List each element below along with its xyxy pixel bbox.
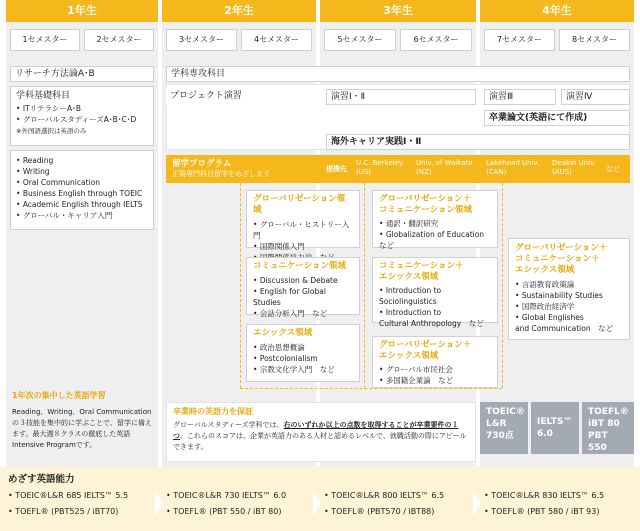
graduation-english-box [166, 402, 476, 462]
area-item: • Postcolonialism [253, 354, 318, 363]
arrow-icon [473, 490, 481, 516]
year-header-2: 2年生 [162, 0, 316, 22]
area-item: • 会話分析入門 など [253, 309, 328, 318]
partner-waikato: Univ. of Waikato (NZ) [416, 159, 473, 176]
basic-subjects-box [10, 86, 154, 146]
area-item: • Sustainability Studies [515, 291, 603, 300]
seminar-3: 演習Ⅲ [484, 89, 556, 105]
partner-lakehead: Lakehead Univ. (CAN) [486, 159, 540, 176]
goals-year2: • TOEIC®L&R 730 IELTS™ 6.0 • TOEFL® (PBT 550 / iBT 80) [166, 491, 287, 516]
english-course-item: • Oral Communication [16, 178, 100, 187]
area-all-three [508, 238, 630, 340]
area-item: • 言語教育政策論 [515, 280, 575, 289]
overseas-career-practice: 海外キャリア実践Ⅰ・Ⅱ [326, 134, 630, 150]
semester-7: 7セメスター [484, 29, 555, 51]
area-communication-ethics [372, 257, 498, 328]
area-item: • 通訳・翻訳研究 [379, 219, 439, 228]
area-item: • Introduction to Sociolinguistics [379, 286, 442, 306]
connector [240, 388, 502, 389]
basic-subjects-title: 学科基礎科目 [16, 91, 71, 101]
basic-note: ※外国語選択は英語のみ [16, 127, 87, 135]
semester-5: 5セメスター [324, 29, 396, 51]
project-seminar: プロジェクト演習 [166, 89, 316, 105]
seminar-1-2: 演習Ⅰ・Ⅱ [326, 89, 476, 105]
area-item: • English for Global Studies [253, 287, 326, 307]
year-header-4: 4年生 [480, 0, 634, 22]
area-title: コミュニケーション領域 [253, 261, 346, 271]
partners-label: 提携先 [326, 165, 347, 173]
score-toeic: TOEIC® L&R 730点 [480, 402, 528, 454]
area-item: • 政治思想概論 [253, 343, 305, 352]
english-course-item: • Writing [16, 167, 50, 176]
area-title: グローバリゼーション＋ コミュニケーション領域 [379, 194, 472, 215]
connector [240, 183, 241, 388]
score-toefl: TOEFL® iBT 80 PBT 550 [582, 402, 634, 454]
area-item: • Global Englishes and Communication など [515, 313, 614, 333]
graduation-english-body: グローバルスタディーズ学科では、右のいずれか以上の点数を取得することが卒業要件の１つ。これらのスコアは、企業が英語力のある人材と認めるレベルで、就職活動の際にアピールできます。 [173, 421, 467, 451]
goals-year4: • TOEIC®L&R 830 IELTS™ 6.5 • TOEFL® (PBT 580 / iBT 93) [484, 491, 605, 516]
connector [364, 183, 365, 388]
basic-item: • ITリテラシーA･B [16, 104, 81, 113]
basic-item: • グローバルスタディーズA･B･C･D [16, 115, 137, 124]
english-intensive-body: Reading、Writing、Oral Communicationの３技能を集中的に学ぶことで、留学に備えます。最大週８クラスの徹底した英語Intensive Programです。 [12, 408, 152, 449]
semester-6: 6セメスター [400, 29, 472, 51]
arrow-icon [155, 490, 163, 516]
area-communication [246, 257, 360, 318]
goals-year3: • TOEIC®L&R 800 IELTS™ 6.5 • TOEFL® (PBT570 / iBT88) [324, 491, 445, 516]
study-abroad-title: 留学プログラム [172, 159, 232, 169]
area-item: • グローバル・ヒストリー入門 [253, 220, 350, 240]
area-item: • 国際政治経済学 [515, 302, 575, 311]
area-item: • 多国籍企業論 など [379, 376, 454, 385]
goals-title: めざす英語能力 [8, 474, 75, 485]
area-title: グローバリゼーション＋ エシックス領域 [379, 340, 472, 361]
english-course-item: • Reading [16, 156, 54, 165]
english-intensive-title: 1年次の集中した英語学習 [12, 391, 106, 400]
study-abroad-subtitle: 正規専門科目留学をめざします [172, 170, 270, 178]
partner-deakin: Deakin Univ. (AUS) [552, 159, 596, 176]
area-item: • Introduction to Cultural Anthropology など [379, 308, 484, 328]
area-globalization-communication [372, 190, 498, 248]
area-item: • 宗教文化学入門 など [253, 365, 335, 374]
area-title: コミュニケーション＋ エシックス領域 [379, 261, 464, 282]
area-title: グローバリゼーション領域 [253, 194, 346, 215]
english-course-item: • グローバル・キャリア入門 [16, 211, 113, 220]
area-title: エシックス領域 [253, 328, 313, 338]
area-item: • Globalization of Education など [379, 230, 492, 250]
partner-berkeley: U.C. Berkeley (US) [356, 159, 404, 176]
research-methods-box: リサーチ方法論A･B [10, 66, 154, 82]
goals-year1: • TOEIC®L&R 685 IELTS™ 5.5 • TOEFL® (PBT525 / iBT70) [8, 491, 129, 516]
year-header-3: 3年生 [320, 0, 476, 22]
english-course-item: • Business English through TOEIC [16, 189, 143, 198]
semester-4: 4セメスター [241, 29, 312, 51]
area-item: • 国際関係入門 [253, 242, 305, 251]
study-abroad-bar [166, 155, 630, 183]
arrow-icon [313, 490, 321, 516]
graduation-thesis: 卒業論文(英語にて作成) [484, 110, 630, 126]
english-courses-box [10, 150, 154, 230]
year-header-1: 1年生 [6, 0, 158, 22]
english-course-item: • Academic English through IELTS [16, 200, 143, 209]
score-ielts: IELTS™ 6.0 [531, 402, 579, 454]
semester-8: 8セメスター [559, 29, 630, 51]
connector [502, 183, 503, 388]
seminar-4: 演習Ⅳ [561, 89, 630, 105]
english-intensive-note [12, 390, 154, 451]
semester-3: 3セメスター [166, 29, 237, 51]
area-globalization-ethics [372, 336, 498, 388]
area-item: • Discussion & Debate [253, 276, 338, 285]
semester-2: 2セメスター [84, 29, 154, 51]
area-item: • グローバル市民社会 [379, 365, 453, 374]
area-title: グローバリゼーション＋ コミュニケーション＋ エシックス領域 [515, 243, 608, 275]
major-subjects-box: 学科専攻科目 [166, 66, 630, 82]
graduation-english-title: 卒業時の英語力を保証 [173, 407, 253, 416]
semester-1: 1セメスター [10, 29, 80, 51]
area-ethics [246, 324, 360, 382]
partners-etc: など [606, 165, 620, 173]
area-globalization [246, 190, 360, 251]
